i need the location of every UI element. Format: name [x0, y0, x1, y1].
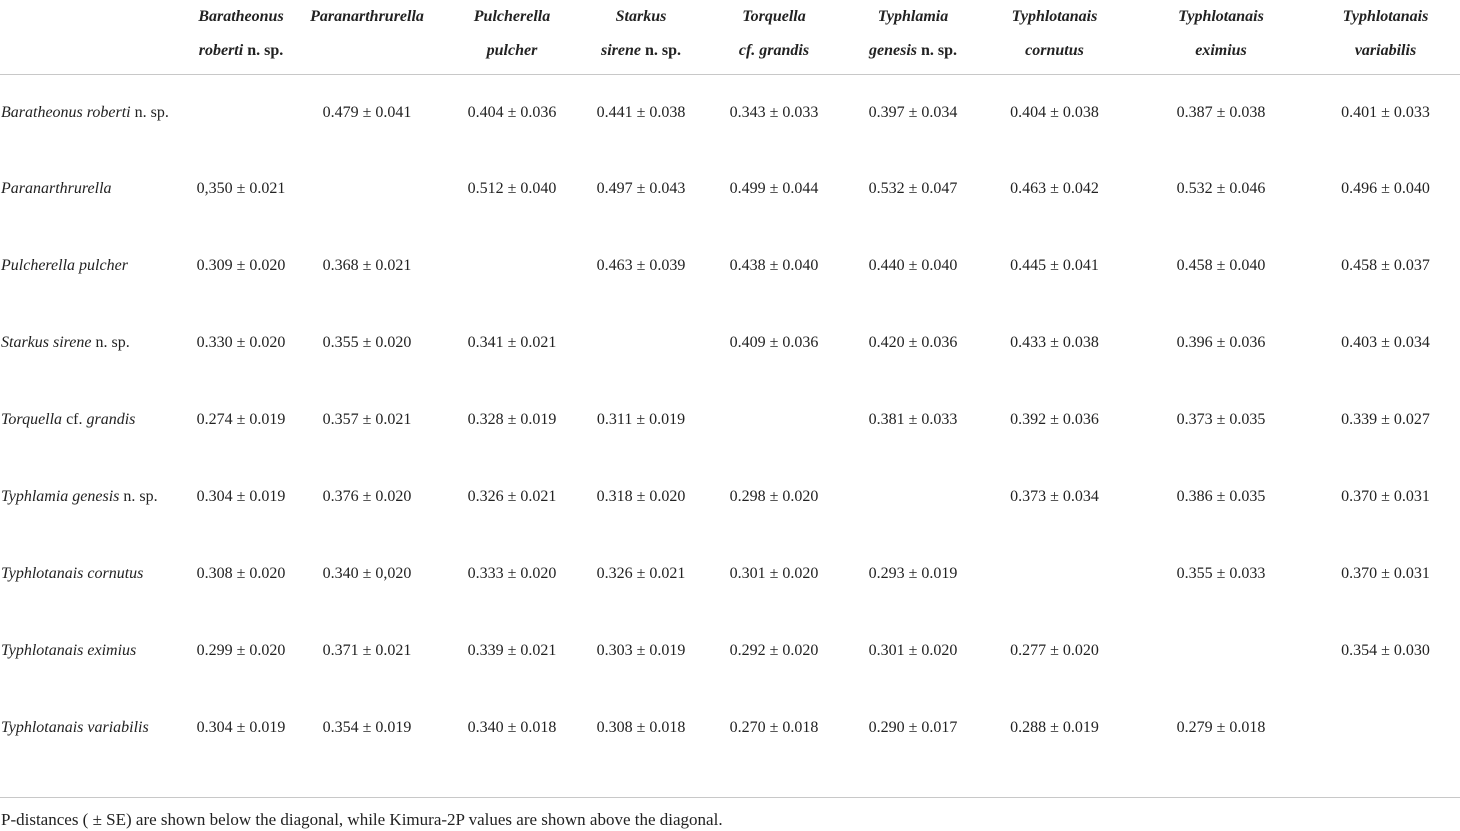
row-label: Torquella cf. grandis: [1, 411, 136, 428]
distance-cell: 0.274 ± 0.019: [196, 411, 286, 428]
distance-cell: 0.532 ± 0.047: [868, 180, 958, 197]
distance-cell: 0.355 ± 0.020: [322, 334, 412, 351]
column-header: Typhlotanais variabilis: [1311, 0, 1460, 74]
distance-cell: 0,350 ± 0.021: [196, 180, 286, 197]
distance-cell: 0.497 ± 0.043: [596, 180, 686, 197]
diagonal-cell: [848, 480, 978, 557]
distance-cell: 0.433 ± 0.038: [1010, 334, 1099, 351]
table-row: [0, 634, 1460, 711]
distance-cell: 0.445 ± 0.041: [1010, 257, 1099, 274]
distance-cell: 0.371 ± 0.021: [322, 642, 412, 659]
table-row: [0, 403, 1460, 480]
distance-cell: 0.376 ± 0.020: [322, 488, 412, 505]
diagonal-cell: [700, 403, 848, 480]
header-row: [0, 0, 1460, 74]
row-label: Paranarthrurella: [1, 180, 112, 197]
distance-cell: 0.328 ± 0.019: [467, 411, 557, 428]
distance-cell: 0.341 ± 0.021: [467, 334, 557, 351]
distance-cell: 0.290 ± 0.017: [868, 719, 958, 736]
distance-cell: 0.303 ± 0.019: [596, 642, 686, 659]
distance-cell: 0.299 ± 0.020: [196, 642, 286, 659]
distance-cell: 0.397 ± 0.034: [868, 103, 958, 121]
table-row: [0, 249, 1460, 326]
distance-cell: 0.311 ± 0.019: [596, 411, 686, 428]
distance-cell: 0.277 ± 0.020: [1010, 642, 1099, 659]
distance-cell: 0.420 ± 0.036: [868, 334, 958, 351]
table-row: [0, 172, 1460, 249]
distance-cell: 0.288 ± 0.019: [1010, 719, 1099, 736]
distance-cell: 0.440 ± 0.040: [868, 257, 958, 274]
distance-cell: 0.304 ± 0.019: [196, 488, 286, 505]
column-header: Paranarthrurella: [292, 0, 442, 74]
distance-cell: 0.404 ± 0.036: [467, 103, 557, 121]
distance-cell: 0.309 ± 0.020: [196, 257, 286, 274]
distance-cell: 0.404 ± 0.038: [1010, 103, 1099, 121]
distance-cell: 0.381 ± 0.033: [868, 411, 958, 428]
diagonal-cell: [190, 74, 292, 172]
table-row: [0, 557, 1460, 634]
distance-cell: 0.441 ± 0.038: [596, 103, 686, 121]
distance-cell: 0.512 ± 0.040: [467, 180, 557, 197]
distance-cell: 0.301 ± 0.020: [729, 565, 819, 582]
distance-cell: 0.339 ± 0.027: [1341, 411, 1430, 428]
distance-cell: 0.340 ± 0.018: [467, 719, 557, 736]
distance-cell: 0.463 ± 0.042: [1010, 180, 1099, 197]
column-header: Starkus sirene n. sp.: [582, 0, 700, 74]
column-header: Torquella cf. grandis: [700, 0, 848, 74]
distance-cell: 0.458 ± 0.037: [1341, 257, 1430, 274]
row-label: Pulcherella pulcher: [1, 257, 128, 274]
row-label: Typhlotanais variabilis: [1, 719, 149, 736]
column-header: Typhlamia genesis n. sp.: [848, 0, 978, 74]
distance-cell: 0.330 ± 0.020: [196, 334, 286, 351]
table-row: [0, 480, 1460, 557]
diagonal-cell: [978, 557, 1131, 634]
distance-cell: 0.308 ± 0.020: [196, 565, 286, 582]
corner-cell: [0, 0, 190, 74]
column-header: Typhlotanais cornutus: [978, 0, 1131, 74]
distance-cell: 0.354 ± 0.019: [322, 719, 412, 736]
distance-cell: 0.301 ± 0.020: [868, 642, 958, 659]
diagonal-cell: [292, 172, 442, 249]
distance-cell: 0.479 ± 0.041: [322, 103, 412, 121]
distance-cell: 0.458 ± 0.040: [1176, 257, 1266, 274]
column-header: Pulcherella pulcher: [442, 0, 582, 74]
table-row: [0, 711, 1460, 788]
distance-cell: 0.326 ± 0.021: [596, 565, 686, 582]
row-label: Typhlotanais eximius: [1, 642, 137, 659]
distance-cell: 0.339 ± 0.021: [467, 642, 557, 659]
column-header: Baratheonus roberti n. sp.: [190, 0, 292, 74]
distance-cell: 0.373 ± 0.035: [1176, 411, 1266, 428]
distance-cell: 0.463 ± 0.039: [596, 257, 686, 274]
distance-cell: 0.279 ± 0.018: [1176, 719, 1266, 736]
distance-cell: 0.370 ± 0.031: [1341, 565, 1430, 582]
distance-cell: 0.357 ± 0.021: [322, 411, 412, 428]
distance-cell: 0.438 ± 0.040: [729, 257, 819, 274]
distance-cell: 0.403 ± 0.034: [1341, 334, 1430, 351]
distance-cell: 0.373 ± 0.034: [1010, 488, 1099, 505]
distance-cell: 0.343 ± 0.033: [729, 103, 819, 121]
distance-cell: 0.270 ± 0.018: [729, 719, 819, 736]
distance-cell: 0.308 ± 0.018: [596, 719, 686, 736]
distance-cell: 0.293 ± 0.019: [868, 565, 958, 582]
distance-cell: 0.304 ± 0.019: [196, 719, 286, 736]
table-row: [0, 326, 1460, 403]
row-label: Baratheonus roberti n. sp.: [1, 103, 169, 121]
distance-cell: 0.355 ± 0.033: [1176, 565, 1266, 582]
distance-cell: 0.401 ± 0.033: [1341, 103, 1430, 121]
distance-cell: 0.499 ± 0.044: [729, 180, 819, 197]
table-footnote: P-distances ( ± SE) are shown below the diagonal, while Kimura-2P values are shown above the diagonal.: [0, 797, 1460, 831]
distance-cell: 0.333 ± 0.020: [467, 565, 557, 582]
distance-cell: 0.386 ± 0.035: [1176, 488, 1266, 505]
distance-cell: 0.496 ± 0.040: [1341, 180, 1430, 197]
distance-cell: 0.326 ± 0.021: [467, 488, 557, 505]
distance-cell: 0.370 ± 0.031: [1341, 488, 1430, 505]
distance-cell: 0.409 ± 0.036: [729, 334, 819, 351]
distance-cell: 0.292 ± 0.020: [729, 642, 819, 659]
distance-cell: 0.298 ± 0.020: [729, 488, 819, 505]
row-label: Typhlotanais cornutus: [1, 565, 144, 582]
diagonal-cell: [442, 249, 582, 326]
column-header: Typhlotanais eximius: [1131, 0, 1311, 74]
distance-cell: 0.396 ± 0.036: [1176, 334, 1266, 351]
distance-cell: 0.532 ± 0.046: [1176, 180, 1266, 197]
distance-cell: 0.340 ± 0,020: [322, 565, 412, 582]
row-label: Typhlamia genesis n. sp.: [1, 488, 158, 505]
table-row: [0, 74, 1460, 172]
diagonal-cell: [1311, 711, 1460, 788]
row-label: Starkus sirene n. sp.: [1, 334, 130, 351]
distance-cell: 0.392 ± 0.036: [1010, 411, 1099, 428]
distance-cell: 0.354 ± 0.030: [1341, 642, 1430, 659]
diagonal-cell: [582, 326, 700, 403]
diagonal-cell: [1131, 634, 1311, 711]
distance-cell: 0.387 ± 0.038: [1176, 103, 1266, 121]
distance-cell: 0.318 ± 0.020: [596, 488, 686, 505]
distance-cell: 0.368 ± 0.021: [322, 257, 412, 274]
